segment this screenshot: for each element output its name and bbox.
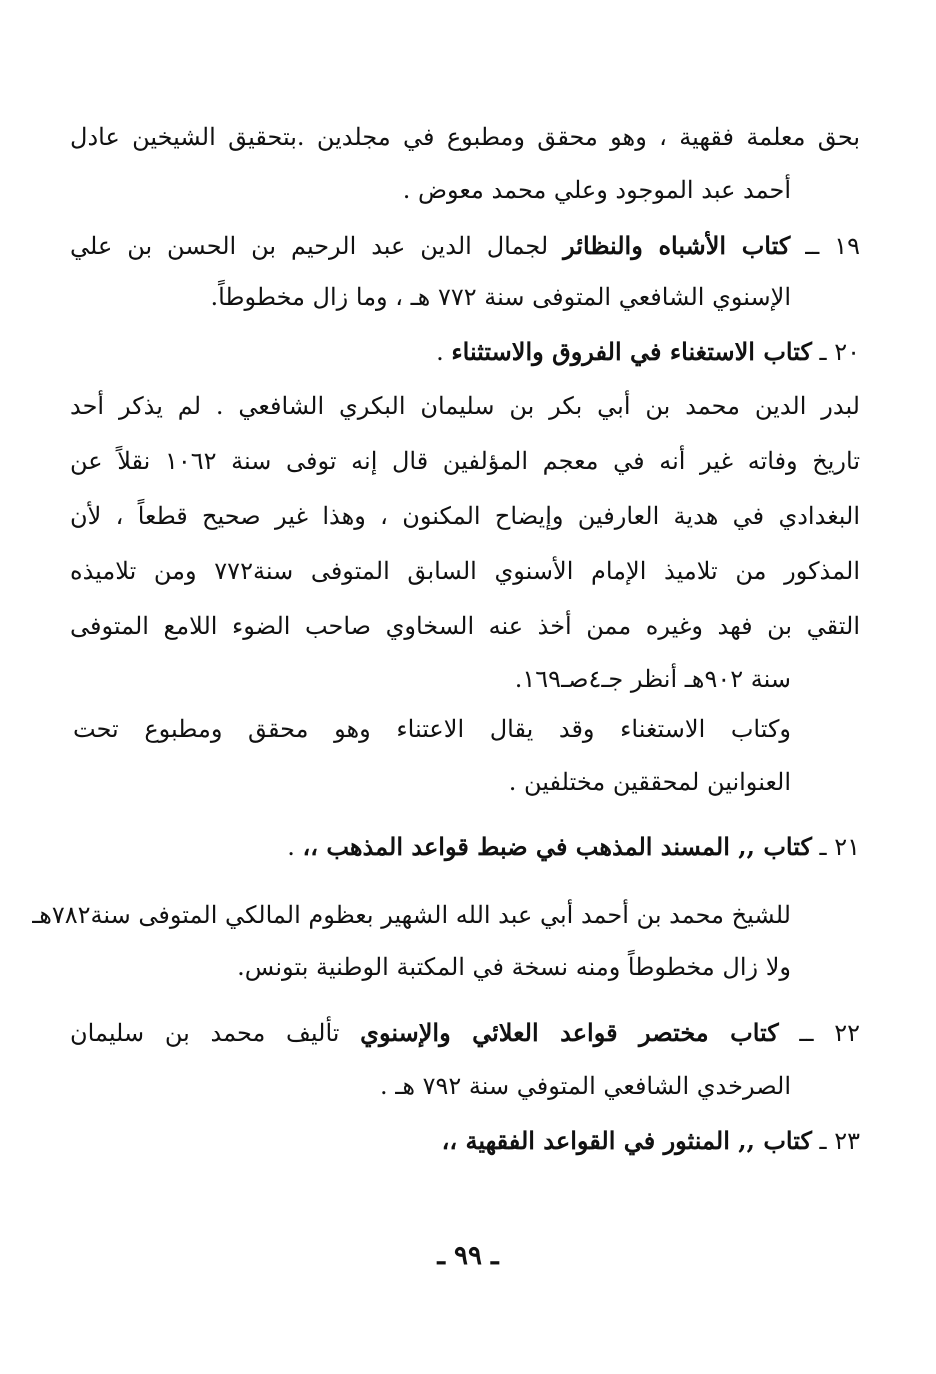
text-line: البغدادي في هدية العارفين وإيضاح المكنون ، وهذا غير صحيح قطعاً ، لأن	[70, 502, 860, 530]
entry-number: ٢٠ ـ	[819, 338, 860, 366]
text-line: بحق معلمة فقهية ، وهو محقق ومطبوع في مجلدين .بتحقيق الشيخين عادل	[70, 123, 860, 151]
entry-19	[70, 226, 860, 266]
text-line: للشيخ محمد بن أحمد أبي عبد الله الشهير بعظوم المالكي المتوفى سنة٧٨٢هـ	[32, 901, 791, 929]
entry-title: كتاب الأشباه والنظائر	[563, 231, 791, 260]
entry-number: ١٩ ــ	[805, 232, 860, 260]
text-line: أحمد عبد الموجود وعلي محمد معوض .	[402, 176, 791, 204]
entry-number: ٢٢ ــ	[799, 1019, 860, 1047]
entry-title: كتاب ,, المنثور في القواعد الفقهية ،،	[441, 1126, 812, 1155]
text-line: الصرخدي الشافعي المتوفي سنة ٧٩٢ هـ .	[380, 1072, 791, 1100]
entry-text: .	[436, 338, 444, 366]
entry-text: تأليف محمد بن سليمان	[70, 1019, 340, 1047]
entry-20	[436, 332, 860, 372]
entry-text: .	[287, 833, 295, 861]
text-line: لبدر الدين محمد بن أبي بكر بن سليمان البكري الشافعي . لم يذكر أحد	[70, 392, 860, 420]
text-line: وكتاب الاستغناء وقد يقال الاعتناء وهو محقق ومطبوع تحت	[73, 715, 791, 743]
entry-title: كتاب ,, المسند المذهب في ضبط قواعد المذهب ،،	[302, 832, 812, 861]
text-line: التقي بن فهد وغيره ممن أخذ عنه السخاوي صاحب الضوء اللامع المتوفى	[70, 612, 860, 640]
text-line: سنة ٩٠٢هـ أنظر جـ٤صـ١٦٩.	[514, 665, 791, 693]
page-number: ـ ٩٩ ـ	[437, 1241, 499, 1271]
entry-21	[287, 827, 860, 867]
entry-title: كتاب مختصر قواعد العلائي والإسنوي	[360, 1018, 779, 1047]
entry-number: ٢١ ـ	[819, 833, 860, 861]
entry-22	[70, 1013, 860, 1053]
entry-number: ٢٣ ـ	[819, 1127, 860, 1155]
text-line: تاريخ وفاته غير أنه في معجم المؤلفين قال إنه توفى سنة ١٠٦٢ نقلاً عن	[70, 447, 860, 475]
text-line: ولا زال مخطوطاً ومنه نسخة في المكتبة الوطنية بتونس.	[237, 953, 791, 981]
entry-title: كتاب الاستغناء في الفروق والاستثناء	[451, 337, 812, 366]
entry-text: لجمال الدين عبد الرحيم بن الحسن بن علي	[70, 232, 549, 260]
entry-23	[442, 1121, 860, 1161]
text-line: الإسنوي الشافعي المتوفى سنة ٧٧٢ هـ ، وما زال مخطوطاً.	[210, 283, 791, 311]
text-line: المذكور من تلاميذ الإمام الأسنوي السابق المتوفى سنة٧٧٢ ومن تلاميذه	[70, 557, 861, 585]
text-line: العنوانين لمحققين مختلفين .	[508, 768, 791, 796]
